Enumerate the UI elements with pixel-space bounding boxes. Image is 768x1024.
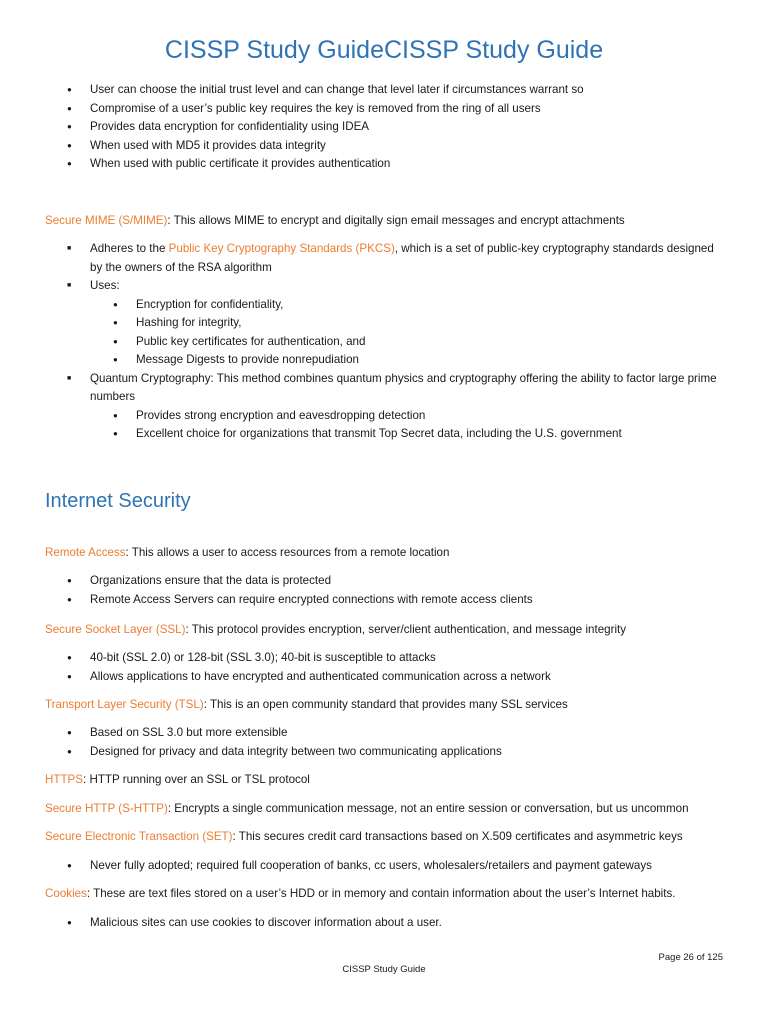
list-item: ● When used with MD5 it provides data integrity: [0, 137, 768, 156]
list-item: ● Compromise of a user’s public key requires the key is removed from the ring of all users: [0, 100, 768, 119]
term-remote-access: Remote Access: [45, 546, 126, 559]
term-pkcs: Public Key Cryptography Standards (PKCS): [168, 242, 395, 255]
term-smime: Secure MIME (S/MIME): [45, 214, 168, 227]
uses-sublist: [90, 296, 768, 370]
term-cookies: Cookies: [45, 887, 87, 900]
smime-text: : This allows MIME to encrypt and digitally sign email messages and encrypt attachments: [167, 214, 625, 227]
quantum-sublist: [90, 407, 718, 444]
remote-access-text: : This allows a user to access resources from a remote location: [125, 546, 450, 559]
list-item: ● 40-bit (SSL 2.0) or 128-bit (SSL 3.0); 40-bit is susceptible to attacks: [0, 649, 768, 668]
list-item: ● Based on SSL 3.0 but more extensible: [0, 724, 768, 743]
page-title: CISSP Study GuideCISSP Study Guide: [164, 36, 604, 64]
term-shttp: Secure HTTP (S-HTTP): [45, 802, 168, 815]
cookies-text: : These are text files stored on a user’s HDD or in memory and contain information about the user’s Internet habits.: [86, 887, 676, 900]
term-https: HTTPS: [45, 773, 84, 786]
list-item: ● Provides strong encryption and eavesdropping detection: [0, 407, 718, 426]
quantum-text: Quantum Cryptography: This method combines quantum physics and cryptography offering the ability to factor large prime numbers: [90, 371, 717, 403]
remote-access-list: [0, 572, 768, 609]
ssl-text: : This protocol provides encryption, server/client authentication, and message integrity: [185, 623, 627, 636]
list-item: ● Malicious sites can use cookies to discover information about a user.: [0, 914, 768, 933]
list-item-uses: [0, 277, 768, 370]
list-item: ● Designed for privacy and data integrity between two communicating applications: [0, 743, 768, 762]
list-item: ● Hashing for integrity,: [0, 314, 768, 333]
page-number: Page 26 of 125: [658, 952, 723, 963]
set-paragraph: [45, 828, 728, 846]
list-item: ● Message Digests to provide nonrepudiation: [0, 351, 768, 370]
term-set: Secure Electronic Transaction (SET): [45, 830, 233, 843]
list-item: ● Never fully adopted; required full cooperation of banks, cc users, wholesalers/retailers and payment gateways: [0, 857, 768, 876]
section-heading: Internet Security: [45, 490, 191, 512]
cookies-list: [0, 914, 768, 933]
list-item: ● Provides data encryption for confidentiality using IDEA: [0, 118, 768, 137]
smime-list: [0, 240, 768, 444]
term-ssl: Secure Socket Layer (SSL): [45, 623, 186, 636]
top-bullet-list: [0, 81, 768, 174]
ssl-list: [0, 649, 768, 686]
https-paragraph: [45, 771, 728, 789]
list-item: ● When used with public certificate it provides authentication: [0, 155, 768, 174]
https-text: : HTTP running over an SSL or TSL protocol: [83, 773, 310, 786]
list-item: ● Allows applications to have encrypted and authenticated communication across a network: [0, 668, 768, 687]
footer-title: CISSP Study Guide: [342, 964, 426, 975]
cookies-paragraph: [45, 885, 728, 903]
ssl-paragraph: [45, 621, 728, 639]
shttp-text: : Encrypts a single communication message, not an entire session or conversation, but us uncommon: [167, 802, 689, 815]
tsl-list: [0, 724, 768, 761]
list-item: ● Organizations ensure that the data is protected: [0, 572, 768, 591]
smime-paragraph: [45, 212, 728, 230]
list-item-pkcs: [0, 240, 768, 277]
shttp-paragraph: [45, 800, 728, 818]
list-item: ● Excellent choice for organizations that transmit Top Secret data, including the U.S. government: [0, 425, 718, 444]
set-text: : This secures credit card transactions based on X.509 certificates and asymmetric keys: [232, 830, 683, 843]
set-list: [0, 857, 768, 876]
list-item-quantum: [0, 370, 768, 444]
list-item: ● Remote Access Servers can require encrypted connections with remote access clients: [0, 591, 768, 610]
tsl-paragraph: [45, 696, 728, 714]
pkcs-post-text: , which is a set of public-key cryptography standards designed by the owners of the RSA algorithm: [90, 242, 714, 274]
term-tsl: Transport Layer Security (TSL): [45, 698, 204, 711]
list-item: ● User can choose the initial trust level and can change that level later if circumstances warrant so: [0, 81, 768, 100]
pkcs-pre-text: Adheres to the: [90, 242, 169, 255]
list-item: ● Encryption for confidentiality,: [0, 296, 768, 315]
uses-label: Uses:: [90, 279, 120, 292]
remote-access-paragraph: [45, 544, 728, 562]
tsl-text: : This is an open community standard that provides many SSL services: [203, 698, 568, 711]
list-item: ● Public key certificates for authentication, and: [0, 333, 768, 352]
